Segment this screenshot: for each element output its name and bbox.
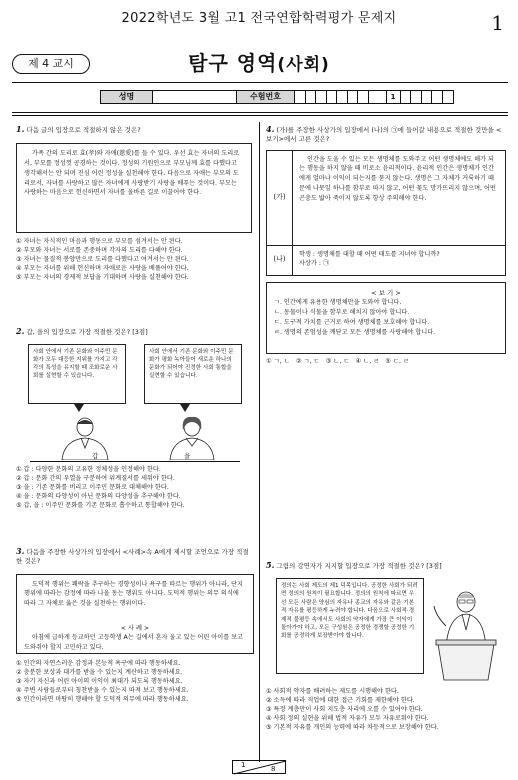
speaker-label-eul: 을 — [184, 452, 191, 460]
choice-3[interactable]: ③ 특정 계층만이 사회 지도층 자리에 오를 수 있어야 한다. — [266, 705, 423, 713]
passage-box: 가족 간의 도리로 효(孝)와 자애(慈愛)를 들 수 있다. 우선 효는 자녀의 도리로서, 부모를 정성껏 공경하는 것이다. 정성의 기원인으로 부모님께 효를 다했다고 생각해서는 안 되며 진심 어린 정성을 실천해야 한다. 다음으로 자애는 부모의 도리로서, 자녀를 사랑하고 많은 자녀에게 사랑받기 사랑을 베푸는 것이다. 부모는 사랑하는 마음으로 헌신하면서 자녀를 올바른 길로 이끌어야 한다. — [16, 143, 252, 233]
question-2 — [16, 326, 252, 337]
man-figure-icon — [62, 418, 108, 460]
period-badge: 제 4 교시 — [12, 54, 90, 74]
id-digit-cell[interactable] — [295, 91, 306, 103]
passage-ga-label: (가) — [267, 151, 293, 245]
passage-box — [16, 574, 254, 654]
question-stem: (가)를 주장한 사상가의 입장에서 (나)의 ㉠에 들어갈 내용으로 적절한 것만을 <보기>에서 고른 것은? — [266, 126, 502, 143]
choice-3[interactable]: ③ 자녀는 물질적 봉양만으로 도리를 다했다고 여겨서는 안 된다. — [16, 255, 189, 263]
choice-5[interactable]: ⑤ 기본적 자유를 개인의 능력에 따라 차등적으로 보장해야 한다. — [266, 723, 439, 731]
info-rule-thin — [12, 115, 508, 116]
choice-5[interactable]: ⑤ 갑, 을 : 이주민 문화를 기존 문화로 흡수하고 통합해야 한다. — [16, 501, 185, 509]
illustration-baseline — [30, 461, 240, 462]
choice-2[interactable]: ② 충분한 보상과 대가를 받을 수 있는지 계산하고 행동하세요. — [16, 668, 183, 676]
question-number: 5. — [266, 560, 275, 570]
subject-main: 탐구 영역 — [188, 51, 278, 75]
bogi-item: ㄹ. 생명의 존엄성을 깨닫고 모든 생명체를 사랑해야 합니다. — [274, 328, 436, 336]
id-digit-cell[interactable] — [411, 91, 422, 103]
question-5 — [266, 560, 506, 571]
question-3 — [16, 546, 254, 704]
subject-title — [0, 50, 518, 77]
bogi-box — [266, 282, 506, 354]
question-5-choices — [266, 688, 506, 733]
question-4 — [266, 124, 506, 366]
name-label: 성명 — [101, 91, 153, 103]
exam-header-title: 2022학년도 3월 고1 전국연합학력평가 문제지 — [121, 11, 397, 26]
id-digit-cell[interactable] — [316, 91, 327, 103]
bogi-item: ㄴ. 동물이나 식물을 함부로 해치지 않아야 합니다. — [274, 308, 410, 316]
passage-ga-text: 인간을 도울 수 있는 모든 생명체를 도와주고 어떤 생명체에도 해가 되는 행동을 하지 않을 때 비로소 윤리적이다. 윤리적 인간은 생명체가 인간에게 얼마나 이익이 되는지를 묻지 않는다. 생명은 그 자체가 거룩하기 때문에 나뭇잎 하나를 함부로 따지 않고, 어떤 꽃도 망가뜨리지 않으며, 어떤 곤충도 밟아 죽이지 않도록 항상 주의해야 한다. — [299, 155, 496, 203]
choice-1[interactable]: ① 자녀는 자식적인 마음과 행동으로 부모를 섬겨서는 안 된다. — [16, 237, 183, 245]
bogi-item: ㄷ. 도구적 가치를 근거로 하여 생명체를 보호해야 합니다. — [274, 318, 430, 326]
bogi-item: ㄱ. 인간에게 유용한 생명체만을 도와야 합니다. — [274, 298, 402, 306]
woman-figure-icon — [170, 417, 214, 460]
header-rule — [12, 82, 508, 83]
question-2-choices — [16, 466, 252, 511]
question-stem: 다음을 주장한 사상가의 입장에서 <사례>속 A에게 제시할 조언으로 가장 적절한 것은? — [16, 548, 249, 565]
passage-na-body — [293, 246, 505, 275]
page-corner-number: 1 — [491, 11, 504, 35]
passage-na-answer: 사상가 : ㉠ — [299, 260, 330, 268]
speakers-illustration — [40, 414, 260, 460]
speaker-label-gap: 갑 — [92, 452, 99, 460]
case-text: 아침에 급하게 등교하던 고등학생 A는 길에서 혼자 울고 있는 어린 아이를 보고 도와줘야 할지 고민하고 있다. — [24, 634, 244, 652]
question-number: 3. — [16, 546, 25, 556]
choice-4[interactable]: ④ 부모는 자녀를 위해 헌신하며 자애로운 사랑을 베풀어야 한다. — [16, 264, 189, 272]
id-digit-cell[interactable] — [369, 91, 387, 103]
passage-na-label: (나) — [267, 246, 293, 275]
name-field[interactable] — [153, 91, 237, 103]
lecturer-speech-bubble: 정의는 사회 제도의 제1 덕목입니다. 공정한 사회가 되려면 정의의 원칙이 필요합니다. 정의의 원칙에 따르면 우선 모든 사람은 양심의 자유나 종교의 자유와 같은 기본적 자유를 평등하게 누려야 합니다. 다음으로 사회적·경제적 불평등 속에서도 사회의 약자에게 가장 큰 이익이 돌아가야 하고, 모든 구성원은 공정한 경쟁할 공정한 기회를 공정하게 보장받아야 합니다. — [276, 578, 424, 674]
choice-4[interactable]: ④ 주변 사람들로부터 칭찬받을 수 있는지 따져 보고 행동하세요. — [16, 686, 189, 694]
lecturer-icon — [434, 592, 486, 648]
answer-choices[interactable]: ① ㄱ, ㄴ ② ㄱ, ㄷ ③ ㄴ, ㄷ ④ ㄴ, ㄹ ⑤ ㄷ, ㄹ — [266, 357, 410, 365]
id-digit-cell[interactable] — [432, 91, 443, 103]
page-total: 8 — [271, 765, 276, 773]
choice-2[interactable]: ② 부모와 자녀는 서로를 존중하며 각자의 도리를 다해야 한다. — [16, 246, 183, 254]
choice-1[interactable]: ① 인간의 자연스러운 감정과 본능적 욕구에 따라 행동하세요. — [16, 659, 181, 667]
question-number: 1. — [16, 124, 25, 134]
choice-3[interactable]: ③ 을 : 기존 문화를 버리고 이주민 문화로 대체해야 한다. — [16, 483, 169, 491]
page-current: 1 — [241, 761, 246, 769]
choice-3[interactable]: ③ 자기 자신과 어린 아이의 이익이 최대가 되도록 행동하세요. — [16, 677, 183, 685]
id-digit-cell[interactable] — [348, 91, 359, 103]
choice-4[interactable]: ④ 사회 정의 실현을 위해 법적 자유가 모두 자유로워야 한다. — [266, 714, 429, 722]
choice-2[interactable]: ② 소득에 따라 직업에 대한 접근 기회를 제한해야 한다. — [266, 696, 415, 704]
question-stem: 그림의 강연자가 지지할 입장으로 가장 적절한 것은? [3점] — [276, 562, 442, 570]
passage-ga — [266, 150, 506, 246]
choice-1[interactable]: ① 사회적 약자를 배려하는 제도를 시행해야 한다. — [266, 688, 399, 695]
student-info-row — [100, 90, 454, 104]
bogi-title: < 보 기 > — [371, 288, 401, 297]
passage-na — [266, 246, 506, 276]
question-number: 2. — [16, 326, 25, 336]
passage-text: 도덕적 행위는 쾌락을 추구하는 경향성이나 욕구를 따르는 행위가 아니라, 단지 행위에 따라는 감정에 따라 나올 동는 행위도 아니다. 도덕적 행위는 의무 의식에 따라 그 자체로 옳은 것을 실천하는 행위이다. — [24, 580, 243, 608]
choice-5[interactable]: ⑤ 인간이라면 마땅히 행해야 할 도덕적 의무에 따라 행동하세요. — [16, 695, 189, 703]
speech-bubble-gap: 사회 안에서 기존 문화와 이주민 문화가 모두 대등한 지위를 가지고 각각의 특성을 유지할 때 조화로운 사회를 실현할 수 있습니다. — [28, 344, 126, 404]
choice-5[interactable]: ⑤ 부모는 자녀의 경제적 보답을 기대하며 사랑을 실천해야 한다. — [16, 273, 189, 281]
question-1 — [16, 124, 252, 283]
choice-2[interactable]: ② 갑 : 문화 간의 우열을 구분하여 위계질서를 세워야 한다. — [16, 474, 175, 482]
bubble-tail — [180, 404, 190, 412]
question-number: 4. — [266, 124, 275, 134]
id-digit-cell[interactable] — [337, 91, 348, 103]
question-stem: 다음 글의 입장으로 적절하지 않은 것은? — [26, 126, 141, 134]
id-digit-cell[interactable] — [401, 91, 412, 103]
id-digit-cell[interactable] — [443, 91, 454, 103]
id-digit-cell[interactable] — [358, 91, 369, 103]
id-digit-cell[interactable] — [422, 91, 433, 103]
choice-4[interactable]: ④ 을 : 문화의 다양성이 아닌 문화의 다양성을 추구해야 한다. — [16, 492, 181, 500]
choice-1[interactable]: ① 갑 : 다양한 문화의 고유한 정체성을 인정해야 한다. — [16, 466, 161, 473]
speech-bubble-eul: 사회 안에서 기존 문화와 이주민 문화가 평화 녹아들어 새로운 하나의 문화가 되어야 진정한 사회 통합을 실현할 수 있습니다. — [144, 344, 242, 404]
podium-icon — [436, 640, 496, 680]
case-title: < 사 례 > — [120, 624, 150, 632]
passage-na-question: 학생 : 생명체를 대할 때 어떤 태도를 지녀야 합니까? — [299, 250, 440, 258]
page-indicator — [232, 760, 286, 774]
id-label: 수험번호 — [237, 91, 295, 103]
subject-paren: (사회) — [277, 55, 330, 75]
id-digit-fixed: 1 — [387, 91, 401, 103]
id-digit-cell[interactable] — [306, 91, 317, 103]
info-rule — [12, 112, 508, 113]
bubble-tail — [74, 404, 84, 412]
id-digit-cell[interactable] — [327, 91, 338, 103]
lecturer-illustration — [424, 586, 504, 682]
question-stem: 갑, 을의 입장으로 가장 적절한 것은? [3점] — [26, 328, 148, 336]
